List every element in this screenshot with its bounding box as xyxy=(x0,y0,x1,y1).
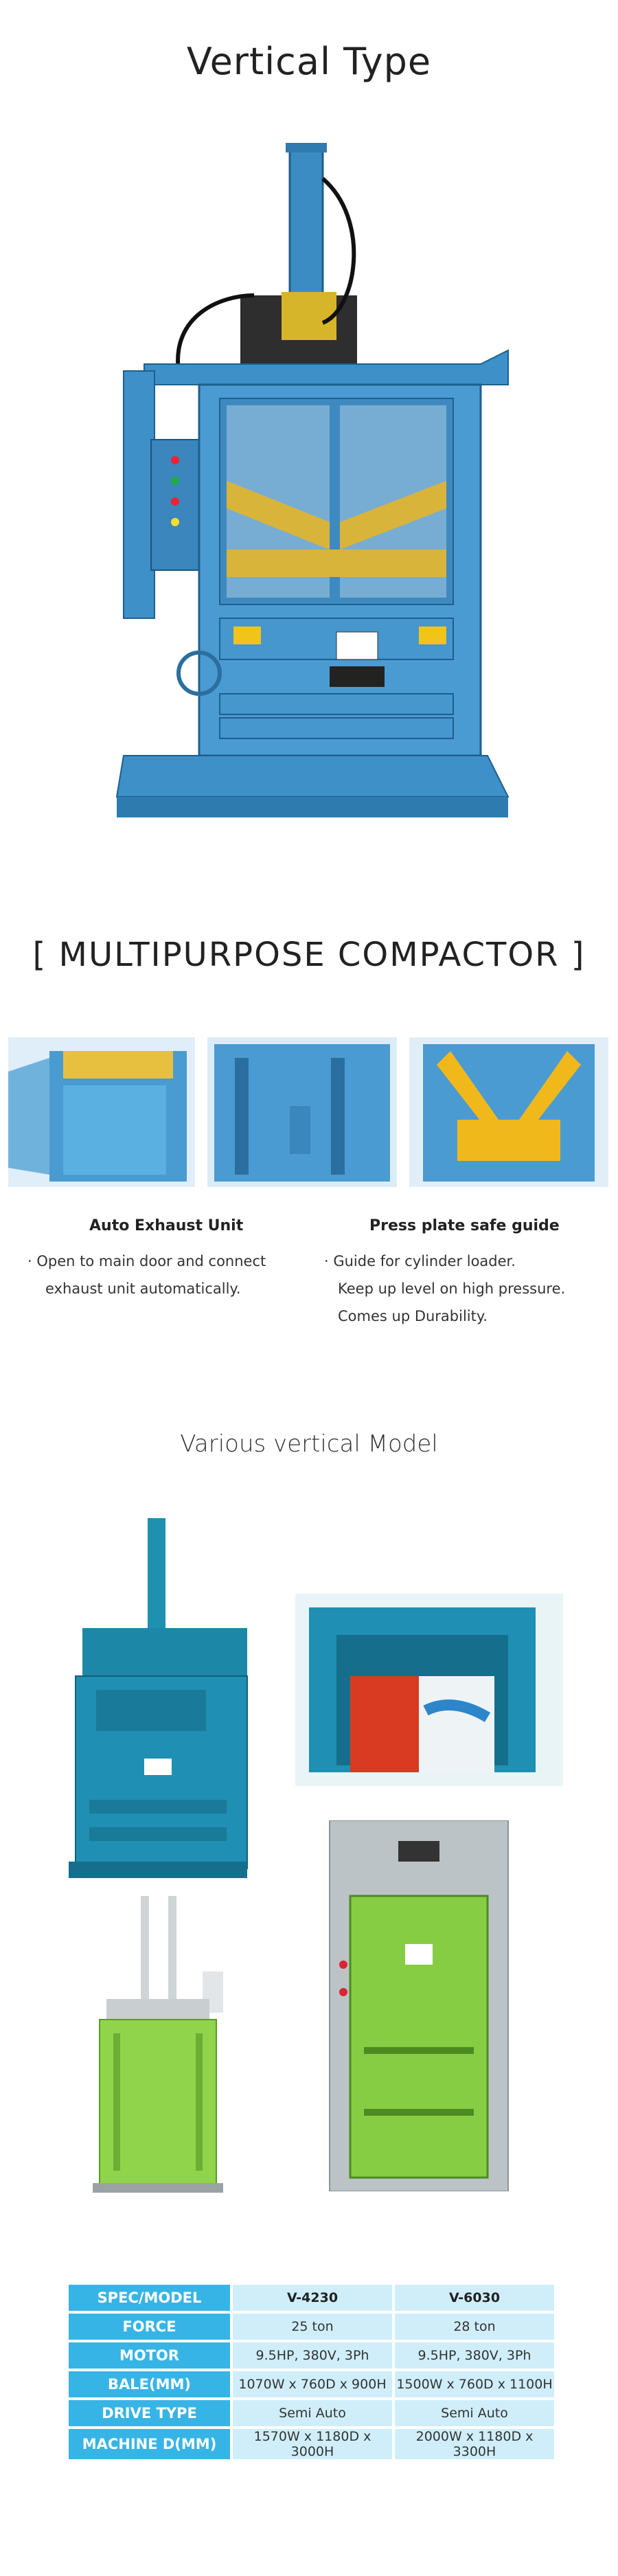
table-row xyxy=(69,2429,554,2459)
feature-line: Comes up Durability. xyxy=(338,1308,488,1324)
table-row xyxy=(69,2314,554,2340)
spec-value: 25 ton xyxy=(233,2314,392,2340)
table-row xyxy=(69,2285,554,2311)
vertical-baler-hero-image xyxy=(96,137,522,879)
feature-title-auto-exhaust: Auto Exhaust Unit xyxy=(89,1217,244,1234)
green-baler-image xyxy=(93,1896,230,2198)
spec-value: V-4230 xyxy=(233,2285,392,2311)
spec-table xyxy=(66,2282,557,2462)
feature-line: Keep up level on high pressure. xyxy=(338,1280,566,1297)
models-section-title: Various vertical Model xyxy=(180,1430,438,1458)
spec-value: 1500W x 760D x 1100H xyxy=(395,2371,554,2397)
large-green-baler-image xyxy=(323,1820,515,2191)
drum-baler-image xyxy=(295,1594,563,1786)
table-row xyxy=(69,2342,554,2369)
spec-label: MOTOR xyxy=(69,2342,230,2369)
spec-label: MACHINE D(MM) xyxy=(69,2429,230,2459)
feature-line: · Guide for cylinder loader. xyxy=(324,1253,516,1269)
feature-title-press-plate: Press plate safe guide xyxy=(369,1217,560,1234)
table-row xyxy=(69,2371,554,2397)
table-row xyxy=(69,2400,554,2426)
spec-value: 2000W x 1180D x 3300H xyxy=(395,2429,554,2459)
spec-value: V-6030 xyxy=(395,2285,554,2311)
feature-line: exhaust unit automatically. xyxy=(45,1280,241,1297)
spec-label: BALE(MM) xyxy=(69,2371,230,2397)
compactor-title: [ MULTIPURPOSE COMPACTOR ] xyxy=(32,936,586,974)
door-guide-photo xyxy=(207,1037,397,1187)
spec-value: 9.5HP, 380V, 3Ph xyxy=(395,2342,554,2369)
spec-value: Semi Auto xyxy=(395,2400,554,2426)
page-title: Vertical Type xyxy=(186,40,432,83)
auto-exhaust-photo xyxy=(8,1037,195,1187)
spec-label: SPEC/MODEL xyxy=(69,2285,230,2311)
spec-value: Semi Auto xyxy=(233,2400,392,2426)
teal-baler-image xyxy=(69,1511,254,1882)
spec-label: FORCE xyxy=(69,2314,230,2340)
spec-label: DRIVE TYPE xyxy=(69,2400,230,2426)
spec-value: 1570W x 1180D x 3000H xyxy=(233,2429,392,2459)
spec-value: 28 ton xyxy=(395,2314,554,2340)
feature-line: · Open to main door and connect xyxy=(27,1253,266,1269)
press-plate-photo xyxy=(409,1037,608,1187)
spec-value: 9.5HP, 380V, 3Ph xyxy=(233,2342,392,2369)
spec-value: 1070W x 760D x 900H xyxy=(233,2371,392,2397)
